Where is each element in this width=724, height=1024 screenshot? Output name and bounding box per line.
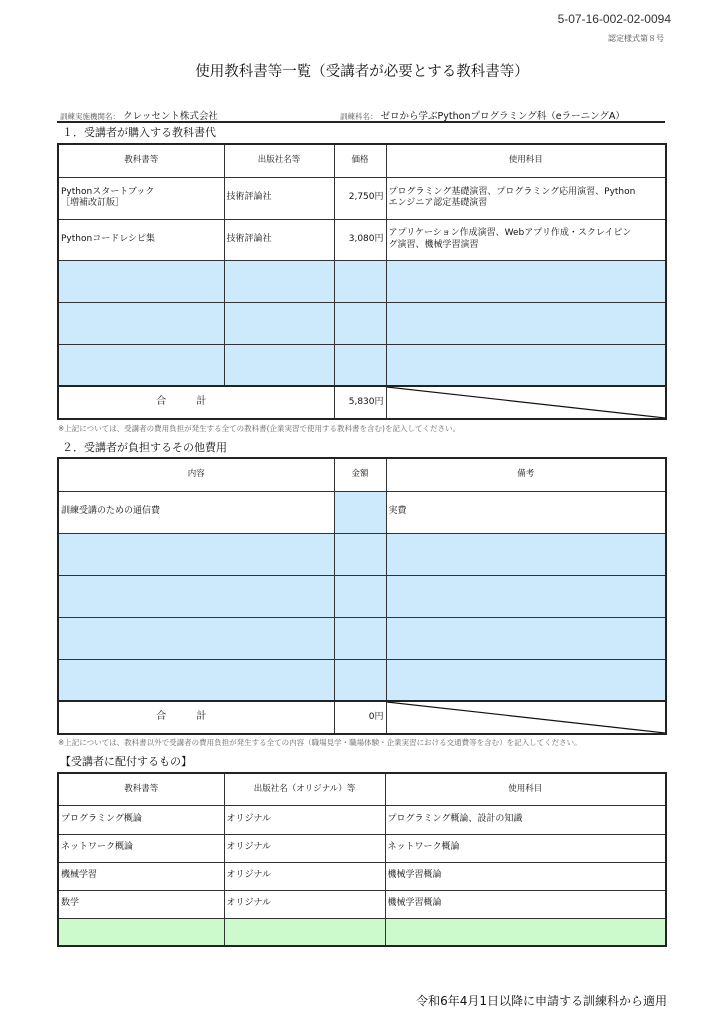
column-header: 備考	[386, 458, 666, 491]
table-row	[58, 260, 666, 302]
table-header-row	[58, 144, 666, 177]
subjects-cell[interactable]: プログラミング概論、設計の知識	[385, 805, 666, 834]
table-row	[58, 617, 666, 659]
remarks-cell[interactable]: 実費	[386, 491, 666, 533]
column-header: 教科書等	[58, 773, 224, 805]
total-label: 合計	[58, 386, 334, 419]
content-cell[interactable]	[58, 533, 334, 575]
publisher-cell[interactable]: 技術評論社	[224, 177, 334, 219]
subjects-cell[interactable]: 機械学習概論	[385, 890, 666, 918]
book-cell[interactable]	[58, 344, 224, 386]
table-row	[58, 491, 666, 533]
book-cell[interactable]: Pythonスタートブック ［増補改訂版］	[58, 177, 224, 219]
publisher-cell[interactable]	[224, 918, 385, 946]
table-row	[58, 575, 666, 617]
content-cell[interactable]	[58, 575, 334, 617]
institution-value: クレッセント株式会社	[123, 111, 218, 122]
table-row	[58, 890, 666, 918]
column-header: 使用科目	[386, 144, 666, 177]
column-header: 教科書等	[58, 144, 224, 177]
column-header: 金額	[334, 458, 386, 491]
publisher-cell[interactable]: オリジナル	[224, 834, 385, 862]
publisher-cell[interactable]: 技術評論社	[224, 219, 334, 260]
subjects-cell[interactable]: プログラミング基礎演習、プログラミング応用演習、Python エンジニア認定基礎演習	[386, 177, 666, 219]
table-row	[58, 533, 666, 575]
diagonal-line	[387, 702, 666, 733]
table-header-row	[58, 773, 666, 805]
publisher-cell[interactable]: オリジナル	[224, 862, 385, 890]
publisher-cell[interactable]: オリジナル	[224, 890, 385, 918]
publisher-cell[interactable]	[224, 260, 334, 302]
section1-note: ※上記については、受講者の費用負担が発生する全ての教科書(企業実習で使用する教科書を含む)を記入してください。	[58, 424, 460, 433]
subjects-cell[interactable]	[386, 260, 666, 302]
content-cell[interactable]: 訓練受講のための通信費	[58, 491, 334, 533]
distributed-materials-table	[57, 772, 667, 947]
table-header-row	[58, 458, 666, 491]
section2-note: ※上記については、教科書以外で受講者の費用負担が発生する全ての内容（職場見学・職場体験・企業実習における交通費等を含む）を記入してください。	[58, 738, 582, 747]
institution-label: 訓練実施機関名：	[60, 112, 120, 121]
institution-info	[60, 108, 218, 122]
table-row	[58, 177, 666, 219]
book-cell[interactable]	[58, 918, 224, 946]
total-label: 合計	[58, 701, 334, 734]
total-value: 5,830円	[334, 386, 386, 419]
applicability-note: 令和6年4月1日以降に申請する訓練科から適用	[416, 994, 667, 1008]
table-row	[58, 834, 666, 862]
price-cell[interactable]: 2,750円	[334, 177, 386, 219]
publisher-cell[interactable]: オリジナル	[224, 805, 385, 834]
diagonal-strike-cell	[386, 386, 666, 419]
remarks-cell[interactable]	[386, 533, 666, 575]
price-cell[interactable]	[334, 302, 386, 344]
publisher-cell[interactable]	[224, 344, 334, 386]
table-row	[58, 302, 666, 344]
subjects-cell[interactable]	[386, 344, 666, 386]
column-header: 価格	[334, 144, 386, 177]
price-cell[interactable]	[334, 260, 386, 302]
subjects-cell[interactable]	[386, 302, 666, 344]
amount-cell[interactable]	[334, 491, 386, 533]
subjects-cell[interactable]: ネットワーク概論	[385, 834, 666, 862]
diagonal-line	[387, 387, 666, 418]
column-header: 出版社名（オリジナル）等	[224, 773, 385, 805]
other-expenses-table	[57, 457, 667, 735]
table-row	[58, 918, 666, 946]
subjects-cell[interactable]: 機械学習概論	[385, 862, 666, 890]
section1-heading: １．受講者が購入する教科書代	[62, 126, 216, 139]
amount-cell[interactable]	[334, 533, 386, 575]
total-row	[58, 701, 666, 734]
total-value: 0円	[334, 701, 386, 734]
column-header: 使用科目	[385, 773, 666, 805]
content-cell[interactable]	[58, 617, 334, 659]
amount-cell[interactable]	[334, 617, 386, 659]
course-label: 訓練科名：	[340, 112, 378, 121]
purchased-textbooks-table	[57, 143, 667, 420]
course-value: ゼロから学ぶPythonプログラミング科（eラーニングA）	[380, 111, 625, 122]
remarks-cell[interactable]	[386, 659, 666, 701]
price-cell[interactable]	[334, 344, 386, 386]
table-row	[58, 862, 666, 890]
book-cell[interactable]: プログラミング概論	[58, 805, 224, 834]
remarks-cell[interactable]	[386, 617, 666, 659]
section2-heading: ２．受講者が負担するその他費用	[62, 441, 227, 454]
subjects-cell[interactable]	[385, 918, 666, 946]
total-row	[58, 386, 666, 419]
book-cell[interactable]	[58, 260, 224, 302]
section3-heading: 【受講者に配付するもの】	[60, 755, 192, 768]
table-row	[58, 344, 666, 386]
subjects-cell[interactable]: アプリケーション作成演習、Webアプリ作成・スクレイピン グ演習、機械学習演習	[386, 219, 666, 260]
table-row	[58, 659, 666, 701]
remarks-cell[interactable]	[386, 575, 666, 617]
book-cell[interactable]	[58, 302, 224, 344]
document-number: 5-07-16-002-02-0094	[557, 12, 671, 26]
book-cell[interactable]: Pythonコードレシピ集	[58, 219, 224, 260]
form-number: 認定様式第８号	[608, 34, 664, 43]
publisher-cell[interactable]	[224, 302, 334, 344]
diagonal-strike-cell	[386, 701, 666, 734]
table-row	[58, 219, 666, 260]
page-title: 使用教科書等一覧（受講者が必要とする教科書等）	[195, 64, 529, 80]
book-cell[interactable]: 機械学習	[58, 862, 224, 890]
book-cell[interactable]: ネットワーク概論	[58, 834, 224, 862]
column-header: 内容	[58, 458, 334, 491]
book-cell[interactable]: 数学	[58, 890, 224, 918]
column-header: 出版社名等	[224, 144, 334, 177]
price-cell[interactable]: 3,080円	[334, 219, 386, 260]
course-info	[340, 108, 625, 122]
amount-cell[interactable]	[334, 659, 386, 701]
header-divider	[57, 121, 665, 123]
amount-cell[interactable]	[334, 575, 386, 617]
table-row	[58, 805, 666, 834]
content-cell[interactable]	[58, 659, 334, 701]
